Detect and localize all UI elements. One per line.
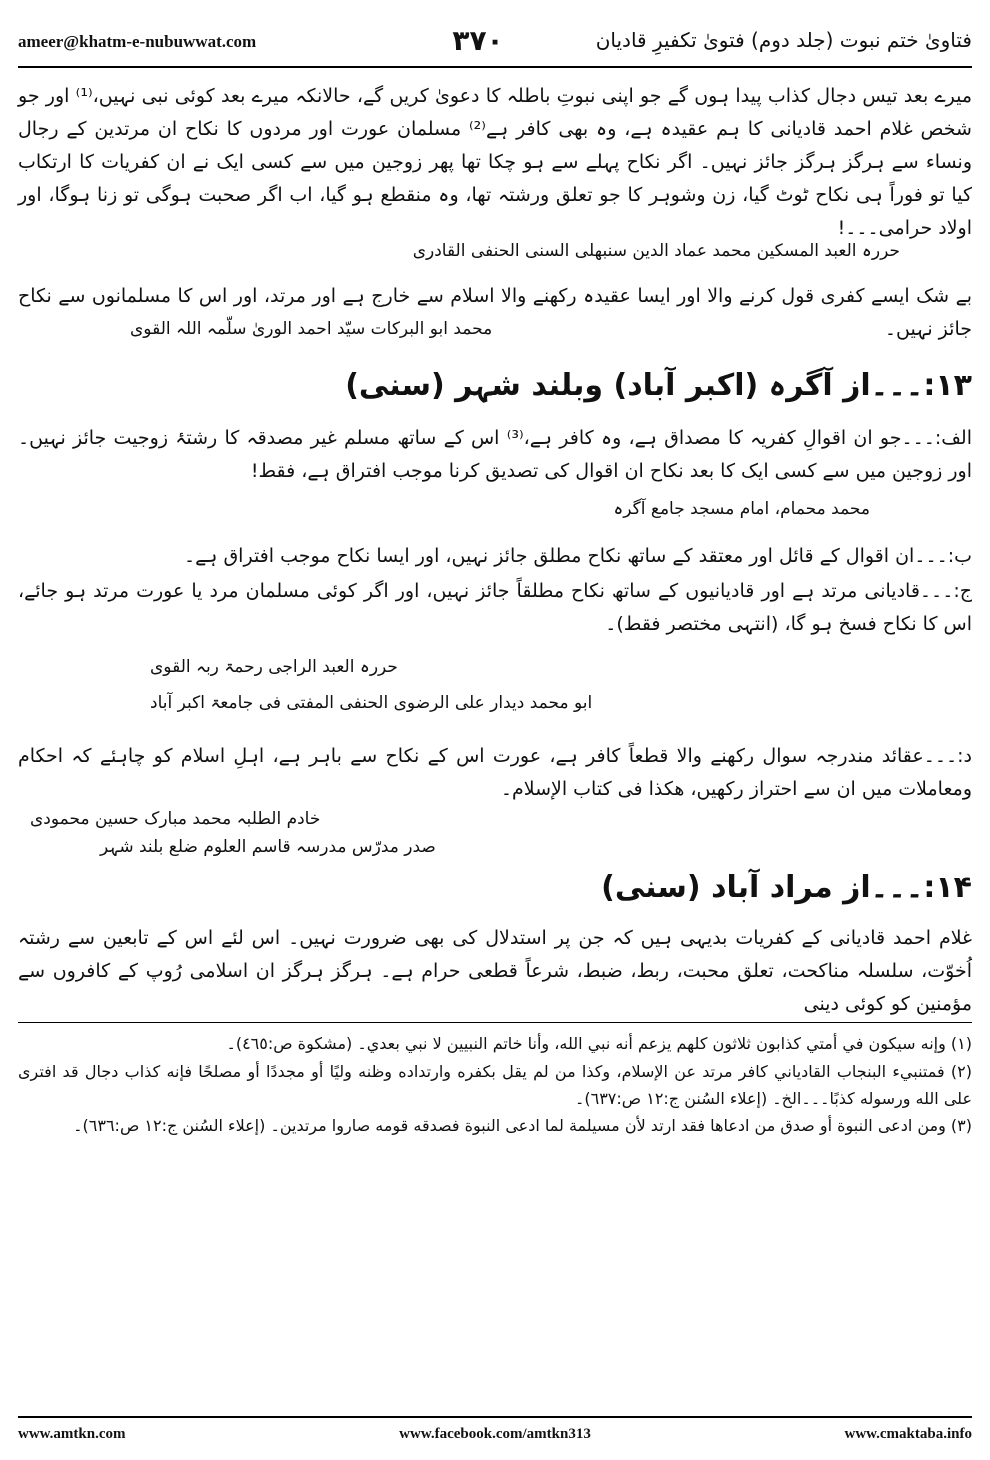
footnote-rule — [18, 1022, 972, 1023]
signature-1: حررہ العبد المسکین محمد عماد الدین سنبھلی السنی الحنفی القادری — [412, 241, 900, 261]
paragraph-4: ب:۔۔۔ان اقوال کے قائل اور معتقد کے ساتھ نکاح مطلق جائز نہیں، اور ایسا نکاح موجب افتراق ہے۔ — [184, 545, 972, 567]
footnote-3: (۳) ومن ادعى النبوة أو صدق من ادعاها فقد ارتد لأن مسيلمة لما ادعى النبوة فصدقه قومه صاروا مرتدين۔ (إعلاء السُنن ج:١٢ ص:٦٣٦)۔ — [73, 1116, 972, 1135]
footer-link-amtkn[interactable]: www.amtkn.com — [18, 1426, 126, 1442]
paragraph-6: د:۔۔۔عقائد مندرجہ سوال رکھنے والا قطعاً کافر ہے، عورت اس کے نکاح سے باہر ہے، اہلِ اسلام کو چاہئے کہ احکام ومعاملات میں ان سے احتراز رکھیں، ھکذا فی کتاب الإسلام۔ — [18, 745, 972, 800]
signature-4: حررہ العبد الراجی رحمۃ ربہ القوی — [150, 657, 398, 677]
section-heading-13: ۱۳:۔۔۔از آگرہ (اکبر آباد) وبلند شہر (سنی) — [345, 368, 972, 403]
paragraph-7: غلام احمد قادیانی کے کفریات بدیہی ہیں کہ جن پر استدلال کی بھی ضرورت نہیں۔ اس لئے اس کے تابعین سے رشتہ اُخوّت، سلسلہ مناکحت، تعلق محبت، ربط، ضبط، شرعاً قطعی حرام ہے۔ ہرگز ہرگز ان اسلامی رُوپ کے کافروں سے مؤمنین کو کوئی دینی — [18, 927, 972, 1015]
footer-link-facebook[interactable]: www.facebook.com/amtkn313 — [399, 1426, 591, 1442]
section-heading-14: ۱۴:۔۔۔از مراد آباد (سنی) — [601, 870, 972, 905]
page-number: ٣٧٠ — [452, 24, 504, 57]
paragraph-1: میرے بعد تیس دجال کذاب پیدا ہوں گے جو اپنی نبوتِ باطلہ کا دعویٰ کریں گے، حالانکہ میرے بعد کوئی نبی نہیں،⁽¹⁾ اور جو شخص غلام احمد قادیانی کا ہم عقیدہ ہے، وہ بھی کافر ہے⁽²⁾ مسلمان عورت اور مردوں کا نکاح ان مرتدین کے رجال ونساء سے ہرگز ہرگز جائز نہیں۔ اگر نکاح پہلے سے ہو چکا تھا پھر زوجین میں سے کسی ایک نے ان کفریات کا ارتکاب کیا تو فوراً ہی نکاح ٹوٹ گیا، زن وشوہر کا جو تعلق ورشتہ تھا، وہ منقطع ہو گیا، اب اگر صحبت ہوگی تو زنا ہوگا، اور اولاد حرامی۔۔۔! — [18, 85, 972, 239]
signature-7: صدر مدرّس مدرسہ قاسم العلوم ضلع بلند شہر — [100, 837, 436, 857]
paragraph-2: بے شک ایسے کفری قول کرنے والا اور ایسا عقیدہ رکھنے والا اسلام سے خارج ہے اور مرتد، اور اس کا مسلمانوں سے نکاح جائز نہیں۔ — [18, 285, 972, 340]
header-email[interactable]: ameer@khatm-e-nubuwwat.com — [18, 32, 257, 51]
signature-2: محمد ابو البرکات سیّد احمد الوریٰ سلّمہ اللہ القوی — [130, 319, 493, 339]
page-header — [18, 24, 972, 64]
signature-6: خادم الطلبہ محمد مبارک حسین محمودی — [30, 809, 321, 829]
signature-3: محمد محمام، امام مسجد جامع آگرہ — [613, 499, 870, 519]
paragraph-5: ج:۔۔۔قادیانی مرتد ہے اور قادیانیوں کے ساتھ نکاح مطلقاً جائز نہیں، اور اگر کوئی مسلمان مرد یا عورت مرتد ہو جائے، اس کا نکاح فسخ ہو گا، (انتہی مختصر فقط)۔ — [18, 580, 972, 635]
footnote-2: (۲) فمتنبيء البنجاب القادياني كافر مرتد عن الإسلام، وكذا من لم يقل بكفره وارتداده وظنه وليًا أو مجددًا أو مصلحًا فإنه كذاب دجال قد افترى على الله ورسوله كذبًا۔۔۔الخ۔ (إعلاء السُنن ج:١٢ ص:٦٣٧)۔ — [18, 1062, 972, 1108]
header-rule — [18, 66, 972, 68]
signature-5: ابو محمد دیدار علی الرضوی الحنفی المفتی فی جامعۃ اکبر آباد — [150, 693, 593, 713]
paragraph-3: الف:۔۔۔جو ان اقوالِ کفریہ کا مصداق ہے، وہ کافر ہے،⁽³⁾ اس کے ساتھ مسلم غیر مصدقہ کا رشتۂ زوجیت جائز نہیں۔ اور زوجین میں سے کسی ایک کا بعد نکاح ان اقوال کی تصدیق کرنا موجب افتراق ہے، فقط! — [18, 427, 972, 482]
footer-rule — [18, 1416, 972, 1418]
book-title: فتاویٰ ختم نبوت (جلد دوم) فتویٰ تکفیرِ قادیان — [595, 28, 972, 52]
footer-link-cmaktaba[interactable]: www.cmaktaba.info — [844, 1426, 972, 1442]
page-footer — [18, 1426, 972, 1448]
footnote-1: (۱) وإنه سيكون في أمتي كذابون ثلاثون كلهم يزعم أنه نبي الله، وأنا خاتم النبيين لا نبي بعدي۔ (مشكوة ص:٤٦٥)۔ — [226, 1034, 972, 1053]
